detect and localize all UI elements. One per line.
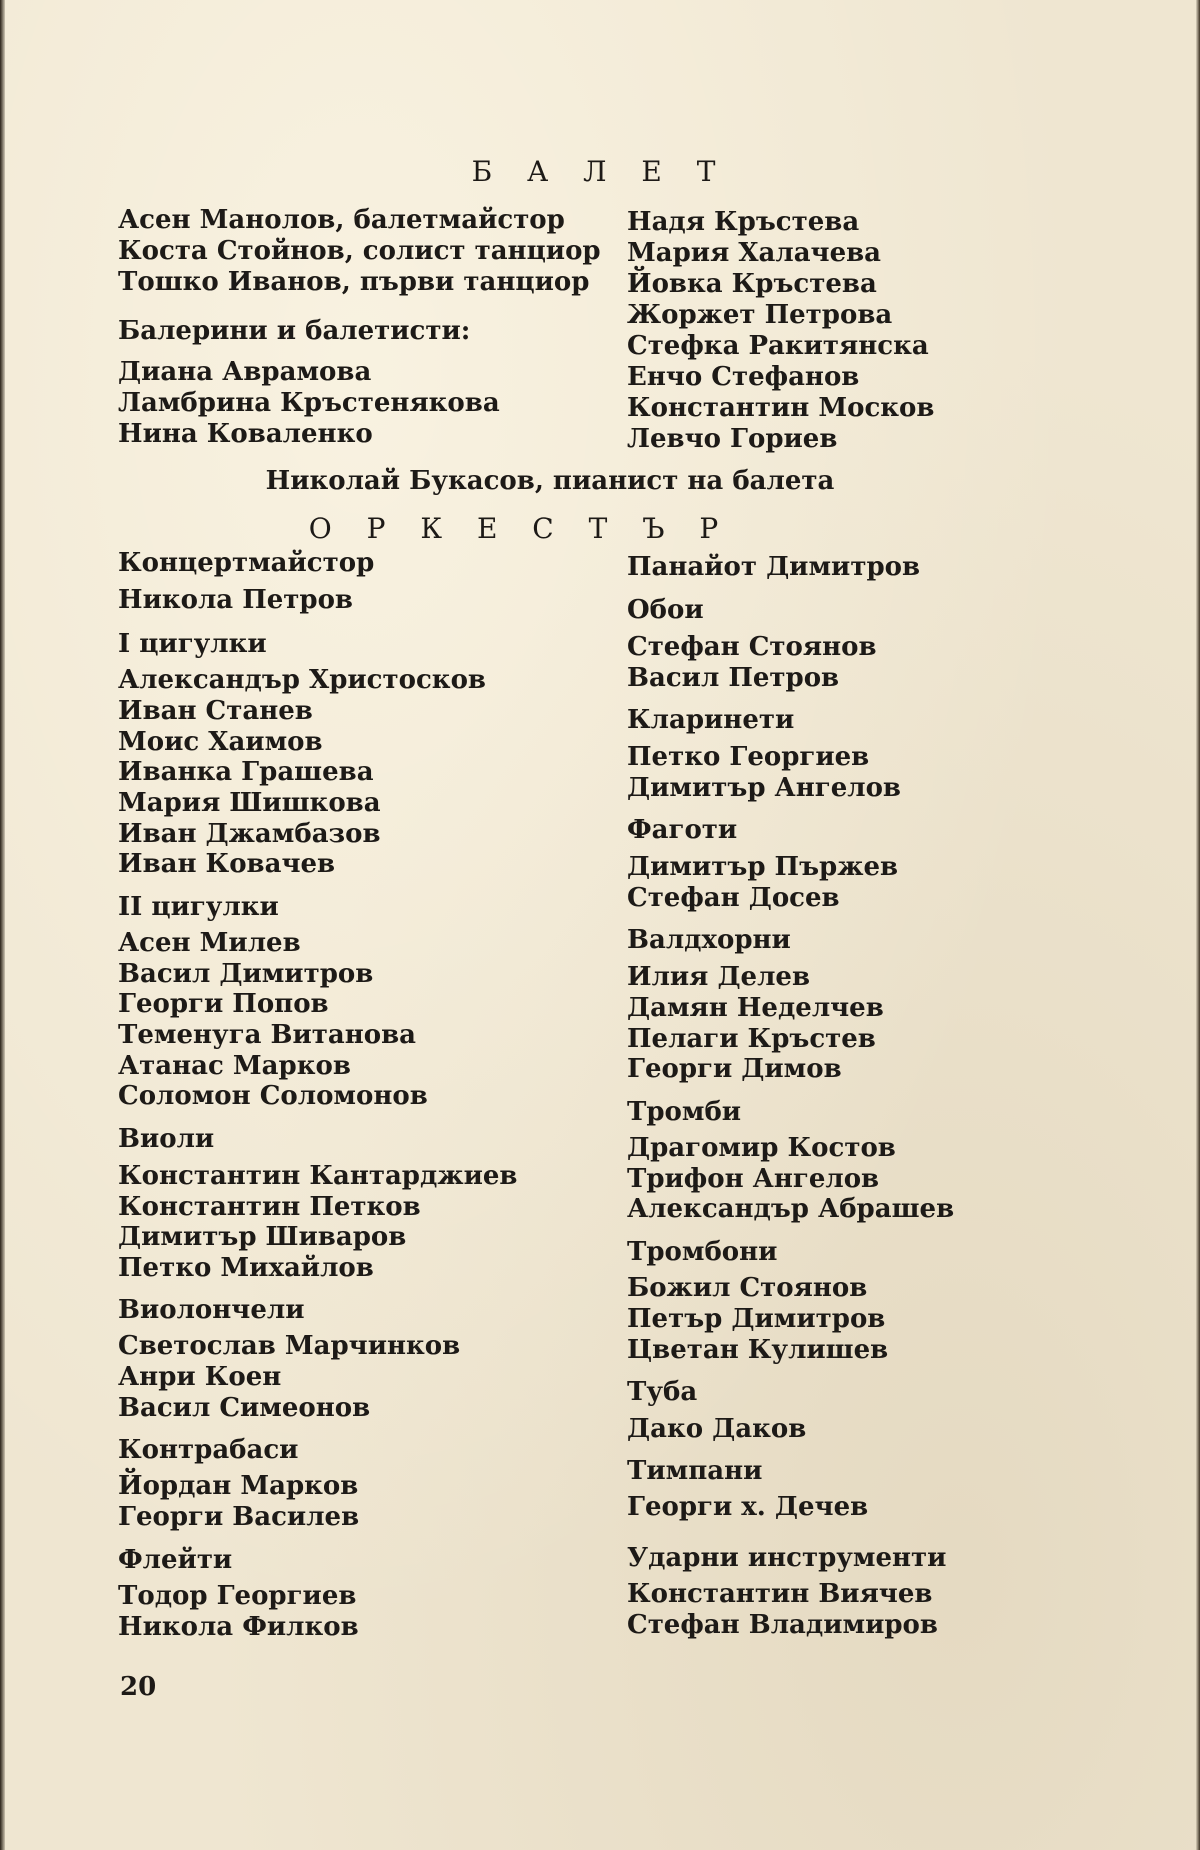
ballet-dancer: Нина Коваленко bbox=[118, 419, 373, 449]
musician-name: Светослав Марчинков bbox=[118, 1331, 461, 1361]
musician-name: Васил Симеонов bbox=[118, 1393, 371, 1423]
musician-name: Иван Станев bbox=[118, 696, 313, 726]
musician-name: Никола Филков bbox=[118, 1612, 359, 1642]
musician-name: Божил Стоянов bbox=[627, 1273, 868, 1303]
section-label: Обои bbox=[627, 595, 704, 625]
section-label: Кларинети bbox=[627, 705, 795, 735]
musician-name: Константин Петков bbox=[118, 1192, 421, 1222]
musician-name: Васил Петров bbox=[627, 663, 840, 693]
musician-name: Александър Абрашев bbox=[627, 1194, 955, 1224]
ballet-dancer: Надя Кръстева bbox=[627, 207, 860, 237]
musician-name: Цветан Кулишев bbox=[627, 1335, 889, 1365]
musician-name: Тодор Георгиев bbox=[118, 1581, 357, 1611]
musician-name: Йордан Марков bbox=[118, 1471, 359, 1501]
ballet-pianist: Николай Букасов, пианист на балета bbox=[265, 466, 835, 496]
ballet-dancer: Ламбрина Кръстенякова bbox=[118, 388, 500, 418]
musician-name: Петко Михайлов bbox=[118, 1253, 374, 1283]
ballet-dancer: Жоржет Петрова bbox=[627, 300, 893, 330]
musician-name: Стефан Владимиров bbox=[627, 1610, 938, 1640]
section-label: Виоли bbox=[118, 1124, 215, 1154]
musician-name: Пелаги Кръстев bbox=[627, 1024, 876, 1054]
musician-name: Константин Кантарджиев bbox=[118, 1161, 518, 1191]
ballet-staff-line: Асен Манолов, балетмайстор bbox=[118, 205, 565, 235]
musician-name: Панайот Димитров bbox=[627, 552, 921, 582]
musician-name: Георги Попов bbox=[118, 989, 329, 1019]
section-label: Ударни инструменти bbox=[627, 1543, 947, 1573]
musician-name: Илия Делев bbox=[627, 962, 811, 992]
musician-name: Теменуга Витанова bbox=[118, 1020, 417, 1050]
musician-name: Стефан Досев bbox=[627, 883, 840, 913]
section-label: Виолончели bbox=[118, 1295, 305, 1325]
musician-name: Дако Даков bbox=[627, 1414, 807, 1444]
musician-name: Соломон Соломонов bbox=[118, 1081, 428, 1111]
musician-name: Константин Виячев bbox=[627, 1579, 933, 1609]
dancers-label: Балерини и балетисти: bbox=[118, 316, 471, 346]
musician-name: Драгомир Костов bbox=[627, 1133, 896, 1163]
musician-name: Моис Хаимов bbox=[118, 727, 323, 757]
ballet-dancer: Мария Халачева bbox=[627, 238, 882, 268]
page-left-edge bbox=[0, 0, 5, 1850]
ballet-dancer: Диана Аврамова bbox=[118, 357, 372, 387]
musician-name: Мария Шишкова bbox=[118, 788, 381, 818]
ballet-staff-line: Тошко Иванов, първи танциор bbox=[118, 267, 590, 297]
section-label: Тромбони bbox=[627, 1237, 778, 1267]
section-label: Флейти bbox=[118, 1545, 233, 1575]
ballet-dancer: Йовка Кръстева bbox=[627, 269, 877, 299]
musician-name: Асен Милев bbox=[118, 928, 301, 958]
musician-name: Анри Коен bbox=[118, 1362, 282, 1392]
musician-name: Димитър Шиваров bbox=[118, 1222, 407, 1252]
section-label: I цигулки bbox=[118, 629, 267, 659]
musician-name: Георги Василев bbox=[118, 1502, 360, 1532]
musician-name: Стефан Стоянов bbox=[627, 632, 877, 662]
section-label: Фаготи bbox=[627, 815, 738, 845]
musician-name: Иван Джамбазов bbox=[118, 819, 381, 849]
musician-name: Петко Георгиев bbox=[627, 742, 870, 772]
musician-name: Дамян Неделчев bbox=[627, 993, 884, 1023]
section-label: Туба bbox=[627, 1377, 698, 1407]
musician-name: Георги Димов bbox=[627, 1054, 842, 1084]
ballet-dancer: Константин Москов bbox=[627, 393, 935, 423]
musician-name: Иванка Грашева bbox=[118, 757, 374, 787]
section-label: Тромби bbox=[627, 1097, 742, 1127]
section-label: Концертмайстор bbox=[118, 548, 375, 578]
section-label: II цигулки bbox=[118, 892, 279, 922]
section-label: Тимпани bbox=[627, 1456, 763, 1486]
musician-name: Петър Димитров bbox=[627, 1304, 886, 1334]
musician-name: Васил Димитров bbox=[118, 959, 374, 989]
section-label: Валдхорни bbox=[627, 925, 791, 955]
ballet-dancer: Енчо Стефанов bbox=[627, 362, 860, 392]
musician-name: Трифон Ангелов bbox=[627, 1164, 880, 1194]
ballet-heading: Б А Л Е Т bbox=[471, 155, 729, 188]
musician-name: Атанас Марков bbox=[118, 1051, 351, 1081]
ballet-staff-line: Коста Стойнов, солист танциор bbox=[118, 236, 601, 266]
musician-name: Никола Петров bbox=[118, 585, 353, 615]
ballet-dancer: Стефка Ракитянска bbox=[627, 331, 929, 361]
ballet-dancer: Левчо Гориев bbox=[627, 424, 838, 454]
page-right-edge bbox=[1196, 0, 1200, 1850]
section-label: Контрабаси bbox=[118, 1435, 299, 1465]
musician-name: Димитър Ангелов bbox=[627, 773, 901, 803]
musician-name: Александър Христосков bbox=[118, 665, 486, 695]
musician-name: Иван Ковачев bbox=[118, 849, 336, 879]
orchestra-heading: О Р К Е С Т Ъ Р bbox=[308, 512, 732, 545]
musician-name: Георги х. Дечев bbox=[627, 1492, 869, 1522]
page-number: 20 bbox=[120, 1672, 157, 1702]
musician-name: Димитър Пържев bbox=[627, 852, 899, 882]
